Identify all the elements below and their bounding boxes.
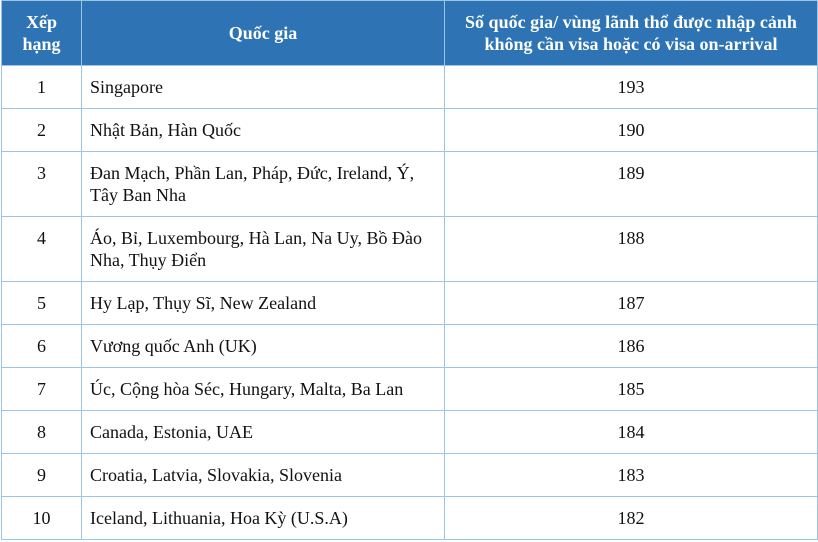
cell-count: 186 — [445, 325, 818, 368]
cell-count: 184 — [445, 411, 818, 454]
table-row — [2, 217, 818, 282]
cell-rank: 2 — [2, 109, 82, 152]
table-row — [2, 66, 818, 109]
cell-countries: Canada, Estonia, UAE — [82, 411, 445, 454]
cell-countries: Đan Mạch, Phần Lan, Pháp, Đức, Ireland, Ý, Tây Ban Nha — [82, 152, 445, 217]
cell-count: 189 — [445, 152, 818, 217]
cell-rank: 5 — [2, 282, 82, 325]
header-country: Quốc gia — [82, 1, 445, 66]
cell-rank: 3 — [2, 152, 82, 217]
header-row — [2, 1, 818, 66]
table-row — [2, 325, 818, 368]
cell-count: 193 — [445, 66, 818, 109]
table-row — [2, 109, 818, 152]
cell-count: 187 — [445, 282, 818, 325]
cell-rank: 9 — [2, 454, 82, 497]
cell-count: 183 — [445, 454, 818, 497]
cell-rank: 8 — [2, 411, 82, 454]
cell-rank: 7 — [2, 368, 82, 411]
visa-ranking-table — [1, 0, 818, 540]
table-row — [2, 152, 818, 217]
table-row — [2, 497, 818, 540]
cell-rank: 10 — [2, 497, 82, 540]
table-row — [2, 411, 818, 454]
cell-countries: Nhật Bản, Hàn Quốc — [82, 109, 445, 152]
cell-count: 182 — [445, 497, 818, 540]
cell-rank: 4 — [2, 217, 82, 282]
cell-countries: Vương quốc Anh (UK) — [82, 325, 445, 368]
cell-countries: Hy Lạp, Thụy Sĩ, New Zealand — [82, 282, 445, 325]
cell-count: 185 — [445, 368, 818, 411]
cell-countries: Úc, Cộng hòa Séc, Hungary, Malta, Ba Lan — [82, 368, 445, 411]
cell-countries: Singapore — [82, 66, 445, 109]
table-header — [2, 1, 818, 66]
cell-countries: Croatia, Latvia, Slovakia, Slovenia — [82, 454, 445, 497]
cell-count: 188 — [445, 217, 818, 282]
table-body — [2, 66, 818, 540]
cell-rank: 6 — [2, 325, 82, 368]
cell-rank: 1 — [2, 66, 82, 109]
table-row — [2, 454, 818, 497]
cell-count: 190 — [445, 109, 818, 152]
cell-countries: Áo, Bỉ, Luxembourg, Hà Lan, Na Uy, Bồ Đào Nha, Thụy Điển — [82, 217, 445, 282]
cell-countries: Iceland, Lithuania, Hoa Kỳ (U.S.A) — [82, 497, 445, 540]
table-row — [2, 282, 818, 325]
table-row — [2, 368, 818, 411]
header-rank: Xếp hạng — [2, 1, 82, 66]
header-count: Số quốc gia/ vùng lãnh thổ được nhập cảnh không cần visa hoặc có visa on-arrival — [445, 1, 818, 66]
